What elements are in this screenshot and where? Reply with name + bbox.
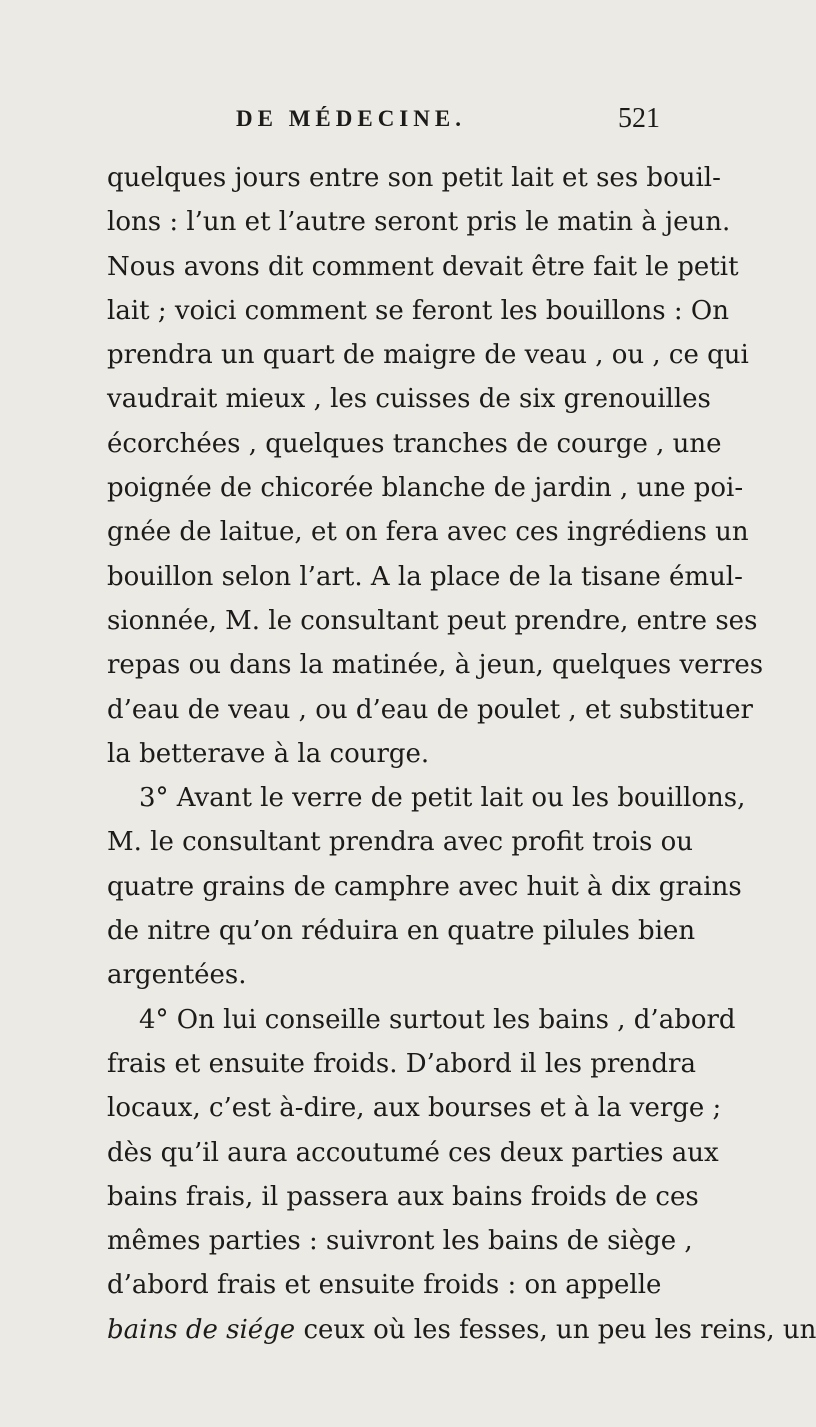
- text-line: sionnée, M. le consultant peut prendre, entre ses: [107, 605, 758, 636]
- text-line: argentées.: [107, 960, 247, 991]
- text-line: d’abord frais et ensuite froids : on appelle: [107, 1270, 662, 1301]
- page-number: 521: [618, 103, 660, 134]
- text-line: quatre grains de camphre avec huit à dix grains: [107, 871, 742, 902]
- running-head: [0, 104, 800, 144]
- body-text: [107, 156, 816, 1352]
- text-line: quelques jours entre son petit lait et ses bouil-: [107, 163, 721, 193]
- text-line: prendra un quart de maigre de veau , ou , ce qui: [107, 340, 749, 371]
- text-line: mêmes parties : suivront les bains de siège ,: [107, 1226, 693, 1257]
- text-line: repas ou dans la matinée, à jeun, quelques verres: [107, 650, 764, 681]
- text-line: d’eau de veau , ou d’eau de poulet , et substituer: [107, 694, 753, 725]
- text-line: de nitre qu’on réduira en quatre pilules bien: [107, 916, 696, 947]
- text-line: 4° On lui conseille surtout les bains , d’abord: [139, 1004, 736, 1035]
- text-line: Nous avons dit comment devait être fait le petit: [107, 251, 739, 282]
- text-line: M. le consultant prendra avec profit trois ou: [107, 827, 693, 858]
- text-line: lons : l’un et l’autre seront pris le matin à jeun.: [107, 207, 731, 238]
- italic-term: bains de siége: [107, 1314, 296, 1345]
- text-line: bouillon selon l’art. A la place de la tisane émul-: [107, 561, 743, 592]
- text-line: locaux, c’est à-dire, aux bourses et à la verge ;: [107, 1093, 722, 1124]
- text-line: la betterave à la courge.: [107, 738, 430, 769]
- text-line: lait ; voici comment se feront les bouillons : On: [107, 295, 729, 326]
- running-title: DE MÉDECINE.: [236, 106, 466, 131]
- text-line: vaudrait mieux , les cuisses de six grenouilles: [107, 384, 711, 415]
- text-line: [107, 1308, 816, 1352]
- text-line: écorchées , quelques tranches de courge , une: [107, 428, 722, 459]
- text-line-rest: ceux où les fesses, un peu les reins, un: [295, 1314, 816, 1345]
- text-line: frais et ensuite froids. D’abord il les prendra: [107, 1048, 696, 1079]
- text-line: dès qu’il aura accoutumé ces deux parties aux: [107, 1137, 719, 1168]
- text-line: 3° Avant le verre de petit lait ou les bouillons,: [139, 783, 746, 814]
- text-line: poignée de chicorée blanche de jardin , une poi-: [107, 473, 744, 504]
- text-line: gnée de laitue, et on fera avec ces ingrédiens un: [107, 517, 749, 548]
- text-line: bains frais, il passera aux bains froids de ces: [107, 1181, 699, 1212]
